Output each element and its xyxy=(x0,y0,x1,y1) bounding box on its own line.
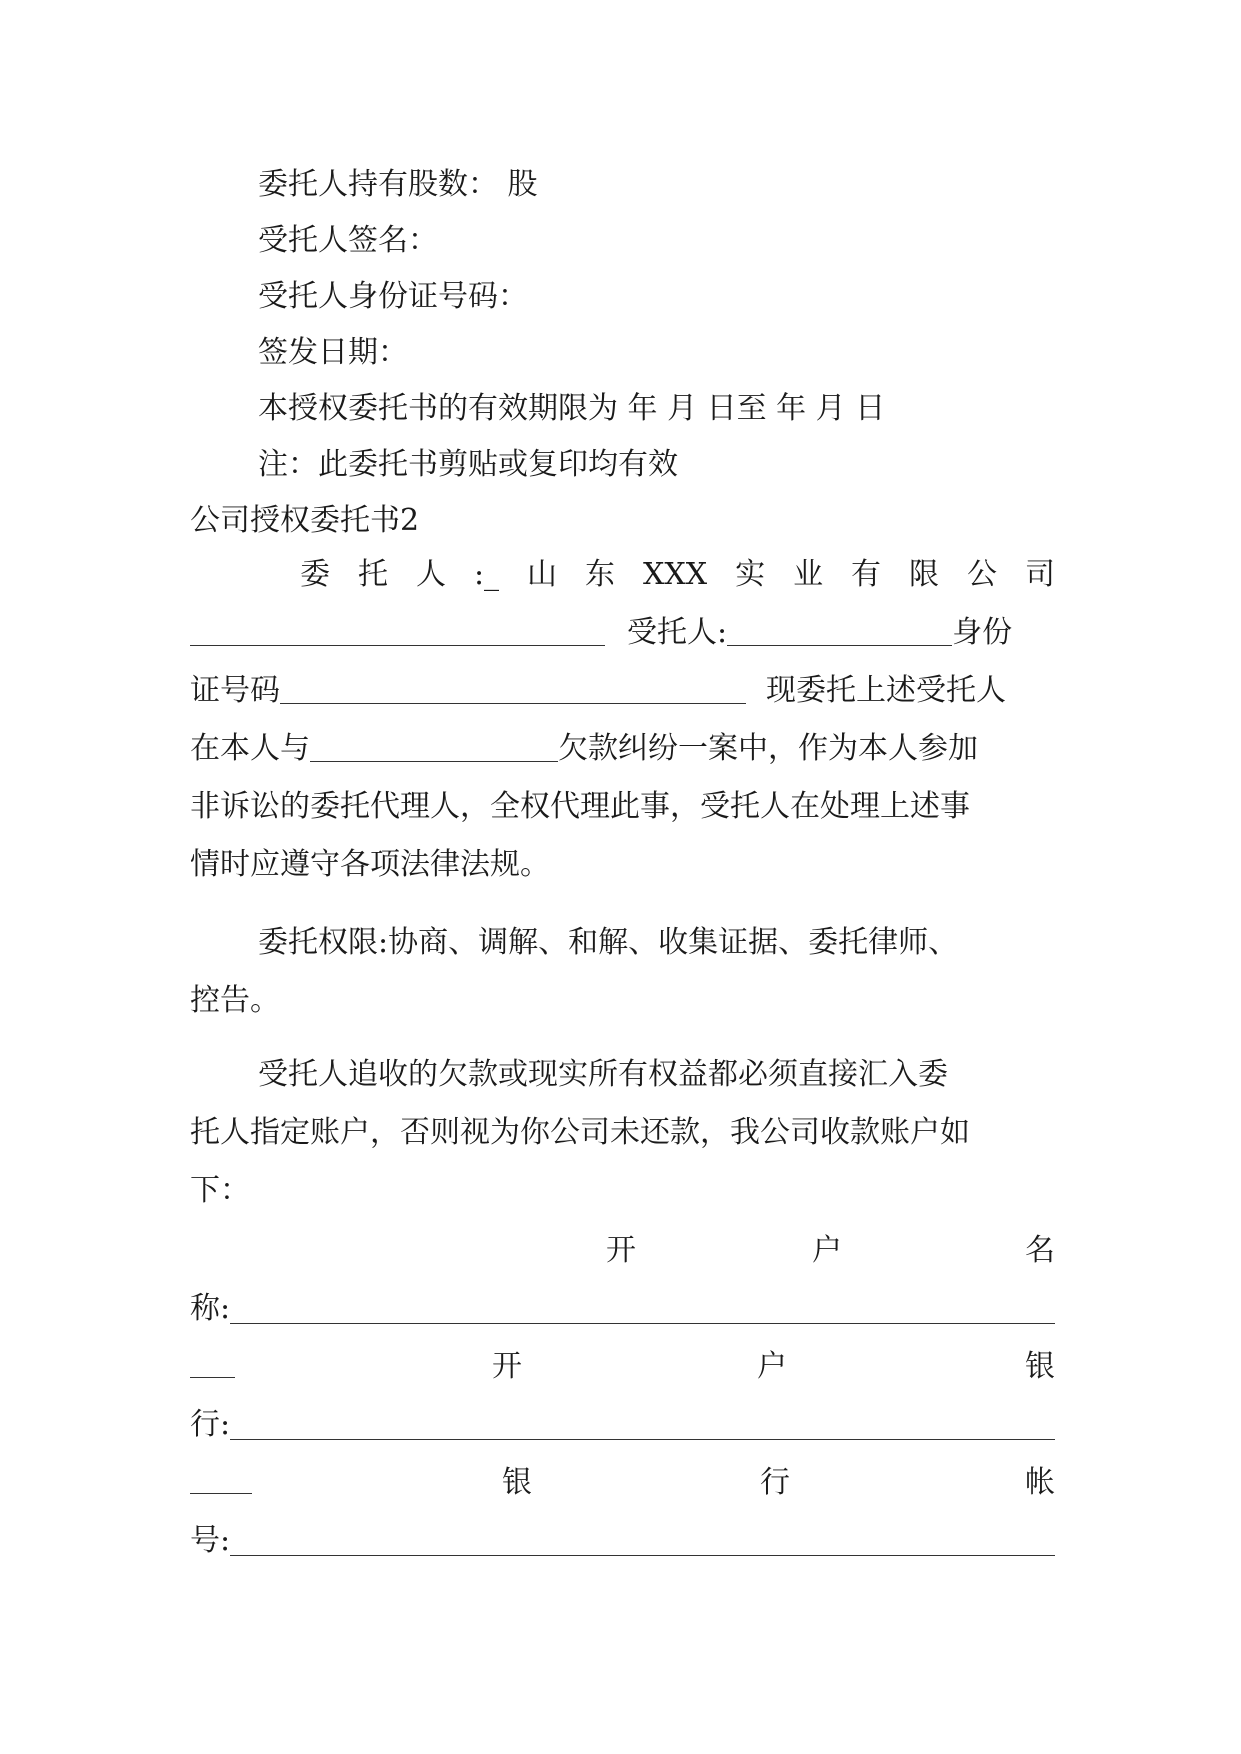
scope-line-1: 委托权限:协商、调解、和解、收集证据、委托律师、 xyxy=(258,925,959,960)
case-line-4: 情时应遵守各项法律法规。 xyxy=(190,847,550,882)
validity-line: 本授权委托书的有效期限为 年 月 日至 年 月 日 xyxy=(258,391,886,426)
id-blank xyxy=(280,679,746,704)
bank-field xyxy=(190,1403,1055,1447)
bank-char: 银 xyxy=(1025,1349,1055,1384)
trustee-signature-line: 受托人签名： xyxy=(258,223,438,258)
trustee-label: 受托人: xyxy=(627,615,728,650)
scope-line-2: 控告。 xyxy=(190,983,280,1018)
bank-blank xyxy=(230,1415,1055,1440)
account-number-char: 银 xyxy=(502,1465,532,1500)
case-line xyxy=(190,727,1055,771)
bank-label: 行: xyxy=(190,1407,231,1442)
account-name-blank xyxy=(230,1299,1055,1324)
principal-char: XXX xyxy=(643,557,708,592)
principal-char: 实 xyxy=(735,557,766,592)
account-number-label: 号: xyxy=(190,1523,231,1558)
bank-row xyxy=(190,1345,1055,1389)
principal-char: 委 xyxy=(300,557,330,592)
id-label-tail: 证号码 xyxy=(190,673,280,708)
trustee-blank xyxy=(727,621,952,646)
principal-char: 人 xyxy=(415,557,446,592)
principal-char: 托 xyxy=(357,557,388,592)
counterparty-blank xyxy=(310,737,558,762)
case-text: 欠款纠纷一案中，作为本人参加 xyxy=(558,731,978,766)
account-number-blank xyxy=(230,1531,1055,1556)
account-name-blank-tail xyxy=(190,1353,235,1378)
account-name-char: 名 xyxy=(1025,1233,1055,1268)
id-label-head: 身份 xyxy=(952,615,1013,650)
principal-char: 有 xyxy=(851,557,882,592)
issue-date-line: 签发日期： xyxy=(258,335,408,370)
account-number-field xyxy=(190,1519,1055,1563)
principal-char: 东 xyxy=(585,557,616,592)
entrust-text: 现委托上述受托人 xyxy=(766,673,1006,708)
trustee-id-line: 受托人身份证号码： xyxy=(258,279,528,314)
principal-line xyxy=(300,553,1055,597)
bank-char: 户 xyxy=(757,1349,787,1384)
account-name-row xyxy=(190,1229,1055,1273)
principal-blank xyxy=(190,621,605,646)
account-name-char: 户 xyxy=(812,1233,842,1268)
bank-char: 开 xyxy=(492,1349,522,1384)
trustee-line xyxy=(190,611,1055,655)
account-name-label: 称: xyxy=(190,1291,231,1326)
payment-line-3: 下： xyxy=(190,1173,250,1208)
note-line: 注：此委托书剪贴或复印均有效 xyxy=(258,447,678,482)
account-number-char: 行 xyxy=(760,1465,790,1500)
case-line-3: 非诉讼的委托代理人，全权代理此事，受托人在处理上述事 xyxy=(190,789,970,824)
account-name-field xyxy=(190,1287,1055,1331)
principal-char: 公 xyxy=(967,557,998,592)
principal-char: 业 xyxy=(793,557,824,592)
bank-blank-tail xyxy=(190,1469,252,1494)
account-name-char: 开 xyxy=(606,1233,636,1268)
principal-char: 山 xyxy=(527,557,558,592)
payment-line-1: 受托人追收的欠款或现实所有权益都必须直接汇入委 xyxy=(258,1057,948,1092)
principal-char: 限 xyxy=(909,557,940,592)
case-prefix: 在本人与 xyxy=(190,731,310,766)
id-entrust-line xyxy=(190,669,1055,713)
account-number-char: 帐 xyxy=(1025,1465,1055,1500)
principal-char: 司 xyxy=(1025,557,1055,592)
payment-line-2: 托人指定账户，否则视为你公司未还款，我公司收款账户如 xyxy=(190,1115,970,1150)
principal-char: :_ xyxy=(473,557,500,592)
section-heading: 公司授权委托书2 xyxy=(190,503,420,538)
shares-line: 委托人持有股数： 股 xyxy=(258,167,538,202)
account-number-row xyxy=(190,1461,1055,1505)
